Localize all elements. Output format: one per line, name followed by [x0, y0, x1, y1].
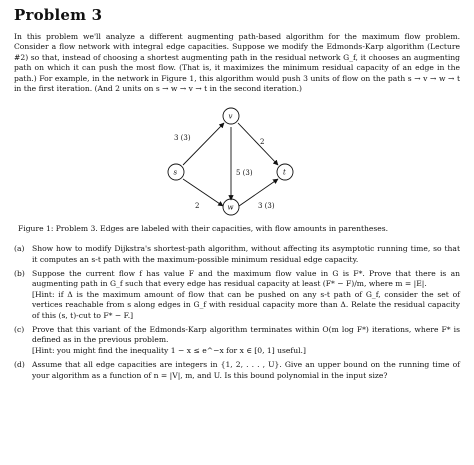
part-body: [32, 269, 460, 321]
part-label: (a): [14, 244, 25, 254]
part-b: [14, 269, 460, 321]
part-text: Assume that all edge capacities are integers in {1, 2, . . . , U}. Give an upper bound on the running time of your algorithm as a function of n = |V|, m, and U. Is this bound polynomial in the input size?: [32, 360, 460, 380]
node-t: [277, 164, 293, 180]
node-s: [168, 164, 184, 180]
part-d: [14, 360, 460, 380]
problem-title: Problem 3: [14, 6, 103, 24]
part-body: [32, 244, 460, 264]
flow-network-figure: [14, 96, 460, 211]
node-label-s: s: [173, 168, 178, 177]
part-a: [14, 244, 460, 264]
edge-label-w-t: 3 (3): [258, 202, 275, 211]
edge-label-s-v: 3 (3): [174, 134, 191, 143]
part-body: [32, 360, 460, 380]
part-text: Suppose the current flow f has value F and the maximum flow value in G is F*. Prove that there is an augmenting path in G_f such that every edge has residual capacity at least (F* − F)/m, where m = |E|.: [32, 268, 460, 289]
node-label-t: t: [283, 168, 286, 177]
problem-parts: [14, 244, 460, 380]
part-label: (c): [14, 324, 25, 334]
node-label-v: v: [228, 112, 233, 121]
edge-v-t: [238, 123, 278, 165]
part-body: [32, 325, 460, 357]
part-hint: [Hint: you might find the inequality 1 − x ≤ e^−x for x ∈ [0, 1] useful.]: [32, 346, 306, 356]
part-text: Prove that this variant of the Edmonds-Karp algorithm terminates within O(m log F*) iterations, where F* is defined as in the previous problem.: [32, 324, 460, 345]
edge-label-v-t: 2: [260, 138, 265, 147]
part-label: (b): [14, 268, 25, 278]
part-hint: [Hint: if Δ is the maximum amount of flow that can be pushed on any s-t path of G_f, consider the set of vertices reachable from s along edges in G_f with residual capacity more than Δ. Relate the residual capacity of this (s, t)-cut to F* − F.]: [32, 290, 460, 320]
edge-s-v: [183, 123, 224, 165]
flow-network-diagram: [14, 96, 460, 211]
edge-s-w: [183, 179, 223, 206]
part-c: [14, 325, 460, 357]
figure-caption: Figure 1: Problem 3. Edges are labeled with their capacities, with flow amounts in parentheses.: [18, 224, 389, 234]
part-label: (d): [14, 360, 25, 370]
edge-label-s-w: 2: [195, 202, 200, 211]
part-text: Show how to modify Dijkstra's shortest-path algorithm, without affecting its asymptotic running time, so that it computes an s-t path with the maximum-possible minimum residual edge capacity.: [32, 244, 460, 264]
node-v: [223, 108, 239, 124]
problem-intro: In this problem we'll analyze a different augmenting path-based algorithm for the maximum flow problem. Consider a flow network with integral edge capacities. Suppose we modify the Edmonds-Karp algorithm (Lecture #2) so that, instead of choosing a shortest augmenting path in the residual network G_f, it chooses an augmenting path on which it can push the most flow. (That is, it maximizes the minimum residual capacity of an edge in the path.) For example, in the network in Figure 1, this algorithm would push 3 units of flow on the path s → v → w → t in the first iteration. (And 2 units on s → w → v → t in the second iteration.): [14, 32, 460, 94]
edge-label-v-w: 5 (3): [236, 169, 253, 178]
node-label-w: w: [227, 203, 234, 212]
